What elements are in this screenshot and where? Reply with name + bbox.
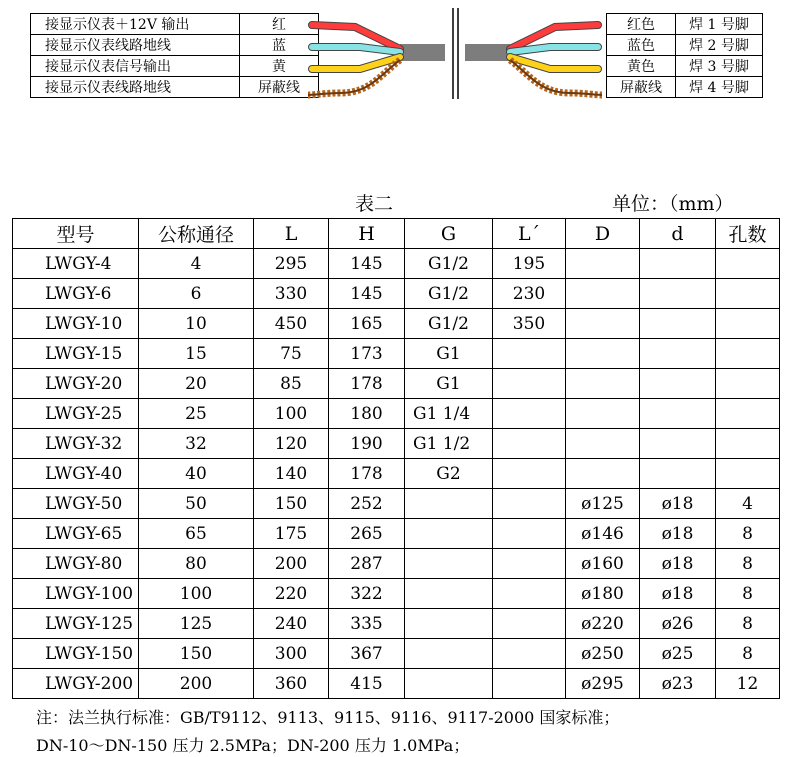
table-cell: G1 1/4	[405, 399, 493, 429]
table-cell	[566, 249, 640, 279]
table-cell: 8	[716, 549, 780, 579]
table-cell	[640, 279, 716, 309]
table-cell: 450	[254, 309, 329, 339]
table-cell: LWGY-25	[13, 399, 139, 429]
table-row	[13, 369, 780, 399]
table-cell: 150	[139, 639, 254, 669]
table-cell	[493, 369, 566, 399]
column-header: d	[640, 219, 716, 249]
table-cell: LWGY-50	[13, 489, 139, 519]
table-cell	[493, 549, 566, 579]
wiring-left-row	[31, 14, 319, 35]
wiring-left-row	[31, 56, 319, 77]
table-cell: LWGY-4	[13, 249, 139, 279]
spec-table	[12, 218, 780, 699]
wire-color: 蓝色	[607, 35, 676, 56]
table-cell: 322	[329, 579, 405, 609]
table-cell	[716, 249, 780, 279]
cable-illustration	[300, 5, 610, 105]
table-cell: 100	[254, 399, 329, 429]
wire-color: 屏蔽线	[240, 77, 319, 98]
table-cell: ø160	[566, 549, 640, 579]
wire-color: 黄色	[607, 56, 676, 77]
table-cell: 180	[329, 399, 405, 429]
table-cell: LWGY-80	[13, 549, 139, 579]
table-cell	[716, 429, 780, 459]
table-cell	[493, 609, 566, 639]
blue-wire-right	[510, 47, 598, 52]
cable-sheath-right	[465, 44, 510, 61]
table-cell: 32	[139, 429, 254, 459]
table-row	[13, 339, 780, 369]
cable-sheath-left	[400, 44, 445, 61]
wire-color: 红	[240, 14, 319, 35]
table-cell	[493, 399, 566, 429]
table-cell	[493, 669, 566, 699]
table-cell: 4	[716, 489, 780, 519]
table-cell: 200	[254, 549, 329, 579]
table-cell	[566, 399, 640, 429]
table-title: 表二	[355, 193, 394, 215]
table-cell: ø250	[566, 639, 640, 669]
table-cell	[493, 429, 566, 459]
table-cell	[566, 369, 640, 399]
table-row	[13, 549, 780, 579]
yellow-wire-right	[510, 57, 598, 69]
wiring-legend-right	[606, 13, 763, 98]
wire-function: 接显示仪表线路地线	[31, 77, 240, 98]
table-cell	[716, 369, 780, 399]
table-cell: 367	[329, 639, 405, 669]
table-cell: G1 1/2	[405, 429, 493, 459]
table-cell: 335	[329, 609, 405, 639]
table-cell: 85	[254, 369, 329, 399]
column-header: G	[405, 219, 493, 249]
table-row	[13, 249, 780, 279]
table-cell: ø23	[640, 669, 716, 699]
table-cell: ø18	[640, 489, 716, 519]
table-cell: LWGY-200	[13, 669, 139, 699]
table-row	[13, 399, 780, 429]
table-cell: 178	[329, 459, 405, 489]
table-cell: 140	[254, 459, 329, 489]
table-cell	[640, 399, 716, 429]
wiring-legend-left	[30, 13, 319, 98]
table-cell: 240	[254, 609, 329, 639]
table-cell	[566, 429, 640, 459]
table-cell: 178	[329, 369, 405, 399]
table-cell: ø26	[640, 609, 716, 639]
table-cell: ø125	[566, 489, 640, 519]
table-cell: 295	[254, 249, 329, 279]
table-cell: 8	[716, 639, 780, 669]
table-row	[13, 579, 780, 609]
column-header: 公称通径	[139, 219, 254, 249]
table-cell	[716, 399, 780, 429]
table-cell: LWGY-32	[13, 429, 139, 459]
table-cell: LWGY-125	[13, 609, 139, 639]
table-cell	[493, 519, 566, 549]
table-cell: 415	[329, 669, 405, 699]
table-cell: LWGY-6	[13, 279, 139, 309]
wire-color: 红色	[607, 14, 676, 35]
table-cell: 40	[139, 459, 254, 489]
table-cell: ø180	[566, 579, 640, 609]
wiring-left-row	[31, 35, 319, 56]
wire-function: 接显示仪表＋12V 输出	[31, 14, 240, 35]
table-cell: 287	[329, 549, 405, 579]
table-cell: 25	[139, 399, 254, 429]
table-cell: G1/2	[405, 309, 493, 339]
solder-pin: 焊 2 号脚	[676, 35, 763, 56]
table-cell: 150	[254, 489, 329, 519]
table-cell	[716, 459, 780, 489]
table-cell: LWGY-40	[13, 459, 139, 489]
table-cell: ø18	[640, 549, 716, 579]
wire-color: 蓝	[240, 35, 319, 56]
column-header: 孔数	[716, 219, 780, 249]
table-cell: 125	[139, 609, 254, 639]
wire-color: 黄	[240, 56, 319, 77]
table-cell: 10	[139, 309, 254, 339]
table-cell: 190	[329, 429, 405, 459]
table-cell: 300	[254, 639, 329, 669]
table-cell	[405, 609, 493, 639]
table-cell: 175	[254, 519, 329, 549]
table-header-row	[13, 219, 780, 249]
table-cell: ø146	[566, 519, 640, 549]
table-cell	[640, 429, 716, 459]
wiring-left-row	[31, 77, 319, 98]
table-cell: 80	[139, 549, 254, 579]
table-cell: 100	[139, 579, 254, 609]
blue-wire-left	[312, 47, 400, 52]
table-cell: 195	[493, 249, 566, 279]
table-cell: 65	[139, 519, 254, 549]
solder-pin: 焊 3 号脚	[676, 56, 763, 77]
table-cell: G1/2	[405, 249, 493, 279]
table-cell	[716, 339, 780, 369]
wire-function: 接显示仪表线路地线	[31, 35, 240, 56]
table-cell: 145	[329, 279, 405, 309]
table-cell	[493, 579, 566, 609]
table-cell	[640, 249, 716, 279]
table-cell: ø220	[566, 609, 640, 639]
table-cell	[716, 309, 780, 339]
wire-function: 接显示仪表信号输出	[31, 56, 240, 77]
table-cell: 330	[254, 279, 329, 309]
table-cell	[405, 549, 493, 579]
table-row	[13, 459, 780, 489]
table-cell: LWGY-150	[13, 639, 139, 669]
table-cell	[405, 519, 493, 549]
table-cell	[493, 339, 566, 369]
table-row	[13, 519, 780, 549]
table-cell: 120	[254, 429, 329, 459]
solder-pin: 焊 4 号脚	[676, 77, 763, 98]
table-cell: G2	[405, 459, 493, 489]
wiring-right-row	[607, 77, 763, 98]
table-unit: 单位：（mm）	[612, 193, 734, 215]
table-cell: ø18	[640, 579, 716, 609]
wire-color: 屏蔽线	[607, 77, 676, 98]
table-cell: LWGY-100	[13, 579, 139, 609]
table-row	[13, 669, 780, 699]
table-cell: 173	[329, 339, 405, 369]
table-cell: G1	[405, 339, 493, 369]
table-row	[13, 639, 780, 669]
column-header: L	[254, 219, 329, 249]
table-cell	[640, 309, 716, 339]
table-cell: ø295	[566, 669, 640, 699]
table-cell: G1	[405, 369, 493, 399]
note-standard: 注：法兰执行标准：GB/T9112、9113、9115、9116、9117-2000 国家标准；	[36, 708, 620, 727]
table-cell: 145	[329, 249, 405, 279]
table-cell: 50	[139, 489, 254, 519]
table-cell: LWGY-10	[13, 309, 139, 339]
table-cell	[405, 489, 493, 519]
table-cell: ø25	[640, 639, 716, 669]
table-cell	[405, 669, 493, 699]
table-cell	[566, 339, 640, 369]
table-cell: 165	[329, 309, 405, 339]
table-cell: 265	[329, 519, 405, 549]
table-cell: 15	[139, 339, 254, 369]
table-row	[13, 489, 780, 519]
table-cell: 8	[716, 519, 780, 549]
column-header: D	[566, 219, 640, 249]
table-cell	[405, 639, 493, 669]
table-cell: 8	[716, 579, 780, 609]
table-cell	[640, 459, 716, 489]
table-cell: 220	[254, 579, 329, 609]
column-header: L´	[493, 219, 566, 249]
table-cell	[566, 309, 640, 339]
solder-pin: 焊 1 号脚	[676, 14, 763, 35]
table-row	[13, 279, 780, 309]
table-cell: 75	[254, 339, 329, 369]
table-row	[13, 429, 780, 459]
table-cell	[716, 279, 780, 309]
table-row	[13, 609, 780, 639]
column-header: H	[329, 219, 405, 249]
table-cell: 230	[493, 279, 566, 309]
wiring-right-row	[607, 35, 763, 56]
table-cell	[493, 459, 566, 489]
table-cell	[405, 579, 493, 609]
table-cell: 12	[716, 669, 780, 699]
table-cell	[566, 279, 640, 309]
table-cell: ø18	[640, 519, 716, 549]
table-row	[13, 309, 780, 339]
table-cell: 360	[254, 669, 329, 699]
table-cell	[640, 339, 716, 369]
table-cell: 6	[139, 279, 254, 309]
table-cell: 200	[139, 669, 254, 699]
yellow-wire-left	[312, 57, 400, 69]
wiring-right-row	[607, 56, 763, 77]
table-cell: 350	[493, 309, 566, 339]
table-cell: G1/2	[405, 279, 493, 309]
wiring-right-row	[607, 14, 763, 35]
table-cell: 252	[329, 489, 405, 519]
table-cell	[493, 489, 566, 519]
table-cell	[640, 369, 716, 399]
table-cell	[493, 639, 566, 669]
table-cell	[566, 459, 640, 489]
column-header: 型号	[13, 219, 139, 249]
table-cell: 20	[139, 369, 254, 399]
table-cell: LWGY-15	[13, 339, 139, 369]
table-cell: 4	[139, 249, 254, 279]
table-cell: 8	[716, 609, 780, 639]
note-pressure: DN-10～DN-150 压力 2.5MPa；DN-200 压力 1.0MPa；	[36, 736, 470, 755]
table-cell: LWGY-20	[13, 369, 139, 399]
table-cell: LWGY-65	[13, 519, 139, 549]
